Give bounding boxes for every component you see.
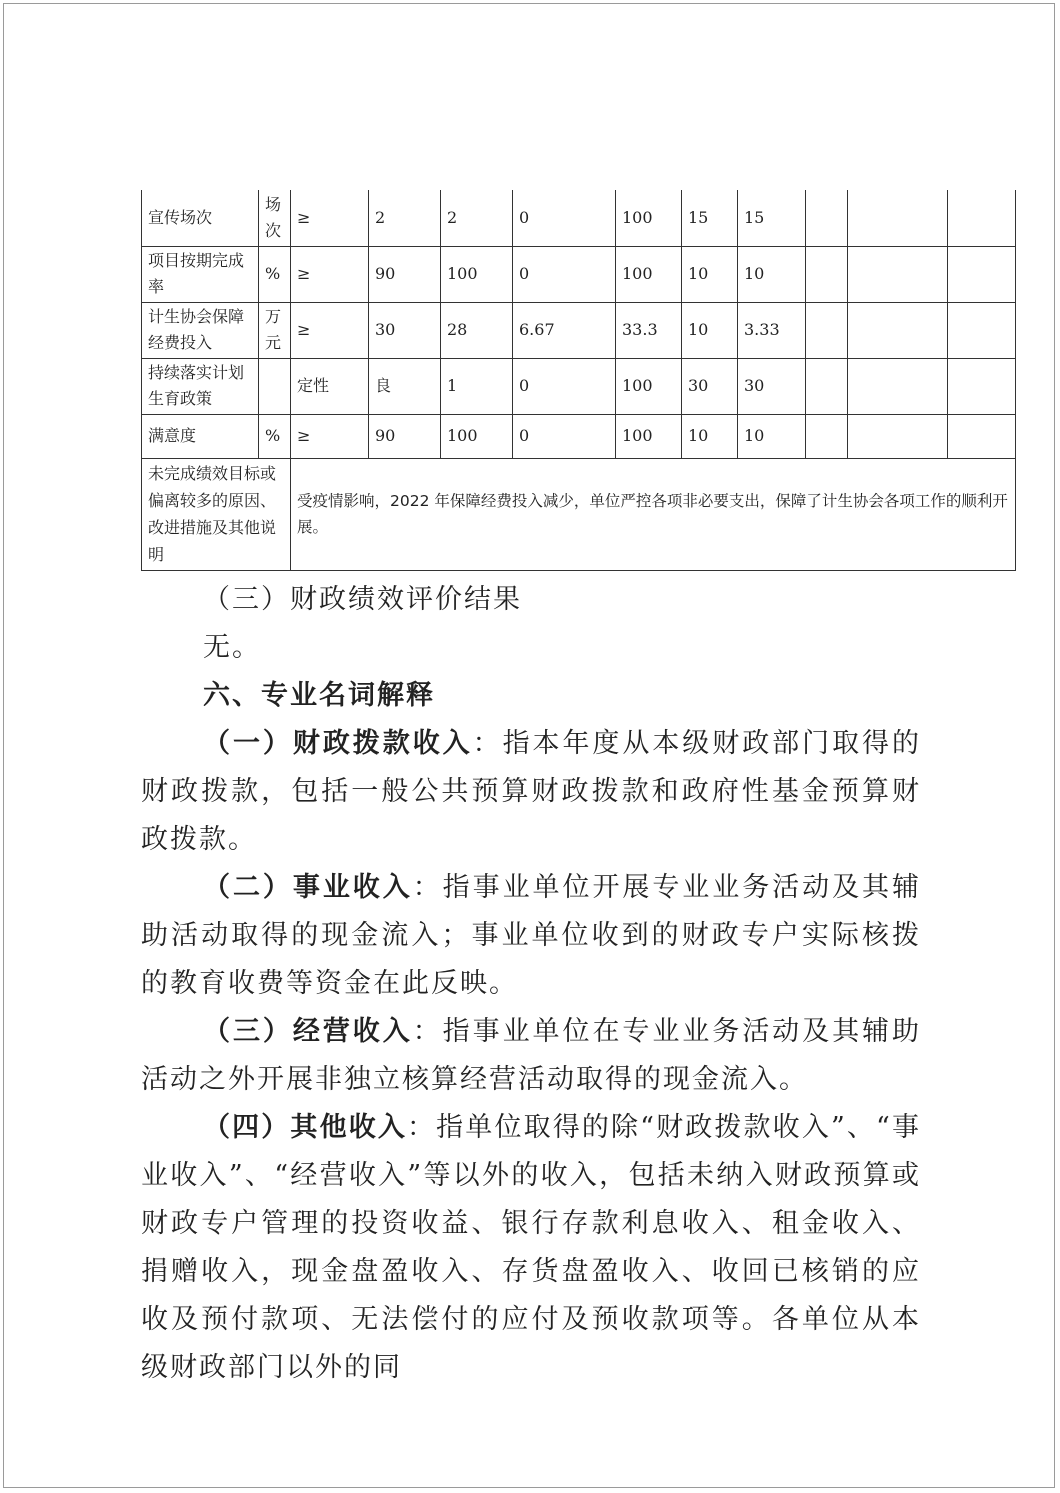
completion-rate: 100 — [616, 414, 682, 458]
actual-value: 100 — [441, 414, 513, 458]
perf-result-body: 无。 — [203, 632, 261, 663]
term-title: （三）经营收入 — [203, 1016, 413, 1047]
target-value: 90 — [369, 414, 441, 458]
weight: 30 — [682, 358, 738, 414]
prev-value: 0 — [513, 358, 616, 414]
actual-value: 28 — [441, 302, 513, 358]
term-paragraph — [141, 1008, 921, 1104]
empty-cell — [806, 302, 848, 358]
term-title: （一）财政拨款收入 — [203, 728, 473, 759]
empty-cell — [948, 190, 1016, 246]
prev-value: 6.67 — [513, 302, 616, 358]
score: 3.33 — [738, 302, 806, 358]
indicator-name: 满意度 — [142, 414, 259, 458]
actual-value: 100 — [441, 246, 513, 302]
completion-rate: 33.3 — [616, 302, 682, 358]
completion-rate: 100 — [616, 246, 682, 302]
score: 10 — [738, 414, 806, 458]
unit: % — [259, 246, 291, 302]
indicator-name: 项目按期完成率 — [142, 246, 259, 302]
indicator-name: 持续落实计划生育政策 — [142, 358, 259, 414]
score: 10 — [738, 246, 806, 302]
table-row — [142, 246, 1016, 302]
term-paragraph — [141, 1104, 921, 1392]
remark-text: 受疫情影响，2022 年保障经费投入减少，单位严控各项非必要支出，保障了计生协会各项工作的顺利开展。 — [291, 458, 1016, 570]
unit: % — [259, 414, 291, 458]
weight: 10 — [682, 414, 738, 458]
term-body: ：指事业单位在专业业务活动及其辅助活动之外开展非独立核算经营活动取得的现金流入。 — [141, 1016, 922, 1095]
remark-label: 未完成绩效目标或偏离较多的原因、改进措施及其他说明 — [142, 458, 291, 570]
operator: ≥ — [291, 190, 369, 246]
operator: 定性 — [291, 358, 369, 414]
actual-value: 1 — [441, 358, 513, 414]
score: 15 — [738, 190, 806, 246]
perf-result-heading: （三）财政绩效评价结果 — [203, 584, 522, 615]
empty-cell — [806, 358, 848, 414]
table-row — [142, 414, 1016, 458]
weight: 15 — [682, 190, 738, 246]
term-body: ：指事业单位开展专业业务活动及其辅助活动取得的现金流入；事业单位收到的财政专户实际核拨的教育收费等资金在此反映。 — [141, 872, 922, 999]
completion-rate: 100 — [616, 358, 682, 414]
body-text — [141, 576, 921, 1392]
empty-cell — [848, 190, 948, 246]
table-row — [142, 358, 1016, 414]
empty-cell — [806, 246, 848, 302]
unit — [259, 358, 291, 414]
term-paragraph — [141, 864, 921, 1008]
target-value: 2 — [369, 190, 441, 246]
table-row — [142, 302, 1016, 358]
weight: 10 — [682, 246, 738, 302]
remark-row — [142, 458, 1016, 570]
target-value: 90 — [369, 246, 441, 302]
table-row — [142, 190, 1016, 246]
operator: ≥ — [291, 246, 369, 302]
empty-cell — [948, 358, 1016, 414]
empty-cell — [848, 414, 948, 458]
empty-cell — [948, 246, 1016, 302]
empty-cell — [848, 358, 948, 414]
actual-value: 2 — [441, 190, 513, 246]
indicator-name: 宣传场次 — [142, 190, 259, 246]
term-title: （二）事业收入 — [203, 872, 413, 903]
empty-cell — [806, 414, 848, 458]
score: 30 — [738, 358, 806, 414]
term-paragraph — [141, 720, 921, 864]
empty-cell — [848, 246, 948, 302]
unit: 万元 — [259, 302, 291, 358]
empty-cell — [948, 302, 1016, 358]
prev-value: 0 — [513, 246, 616, 302]
weight: 10 — [682, 302, 738, 358]
unit: 场次 — [259, 190, 291, 246]
operator: ≥ — [291, 414, 369, 458]
empty-cell — [806, 190, 848, 246]
term-title: （四）其他收入 — [203, 1112, 408, 1143]
term-body: ：指单位取得的除“财政拨款收入”、“事业收入”、“经营收入”等以外的收入，包括未纳入财政预算或财政专户管理的投资收益、银行存款利息收入、租金收入、捐赠收入，现金盘盈收入、存货盘盈收入、收回已核销的应收及预付款项、无法偿付的应付及预收款项等。各单位从本级财政部门以外的同 — [141, 1112, 922, 1383]
indicator-name: 计生协会保障经费投入 — [142, 302, 259, 358]
term-body: ：指本年度从本级财政部门取得的财政拨款，包括一般公共预算财政拨款和政府性基金预算财政拨款。 — [141, 728, 922, 855]
target-value: 良 — [369, 358, 441, 414]
completion-rate: 100 — [616, 190, 682, 246]
empty-cell — [848, 302, 948, 358]
empty-cell — [948, 414, 1016, 458]
prev-value: 0 — [513, 190, 616, 246]
terms-heading: 六、专业名词解释 — [203, 680, 435, 711]
target-value: 30 — [369, 302, 441, 358]
prev-value: 0 — [513, 414, 616, 458]
performance-table — [141, 190, 1016, 571]
operator: ≥ — [291, 302, 369, 358]
